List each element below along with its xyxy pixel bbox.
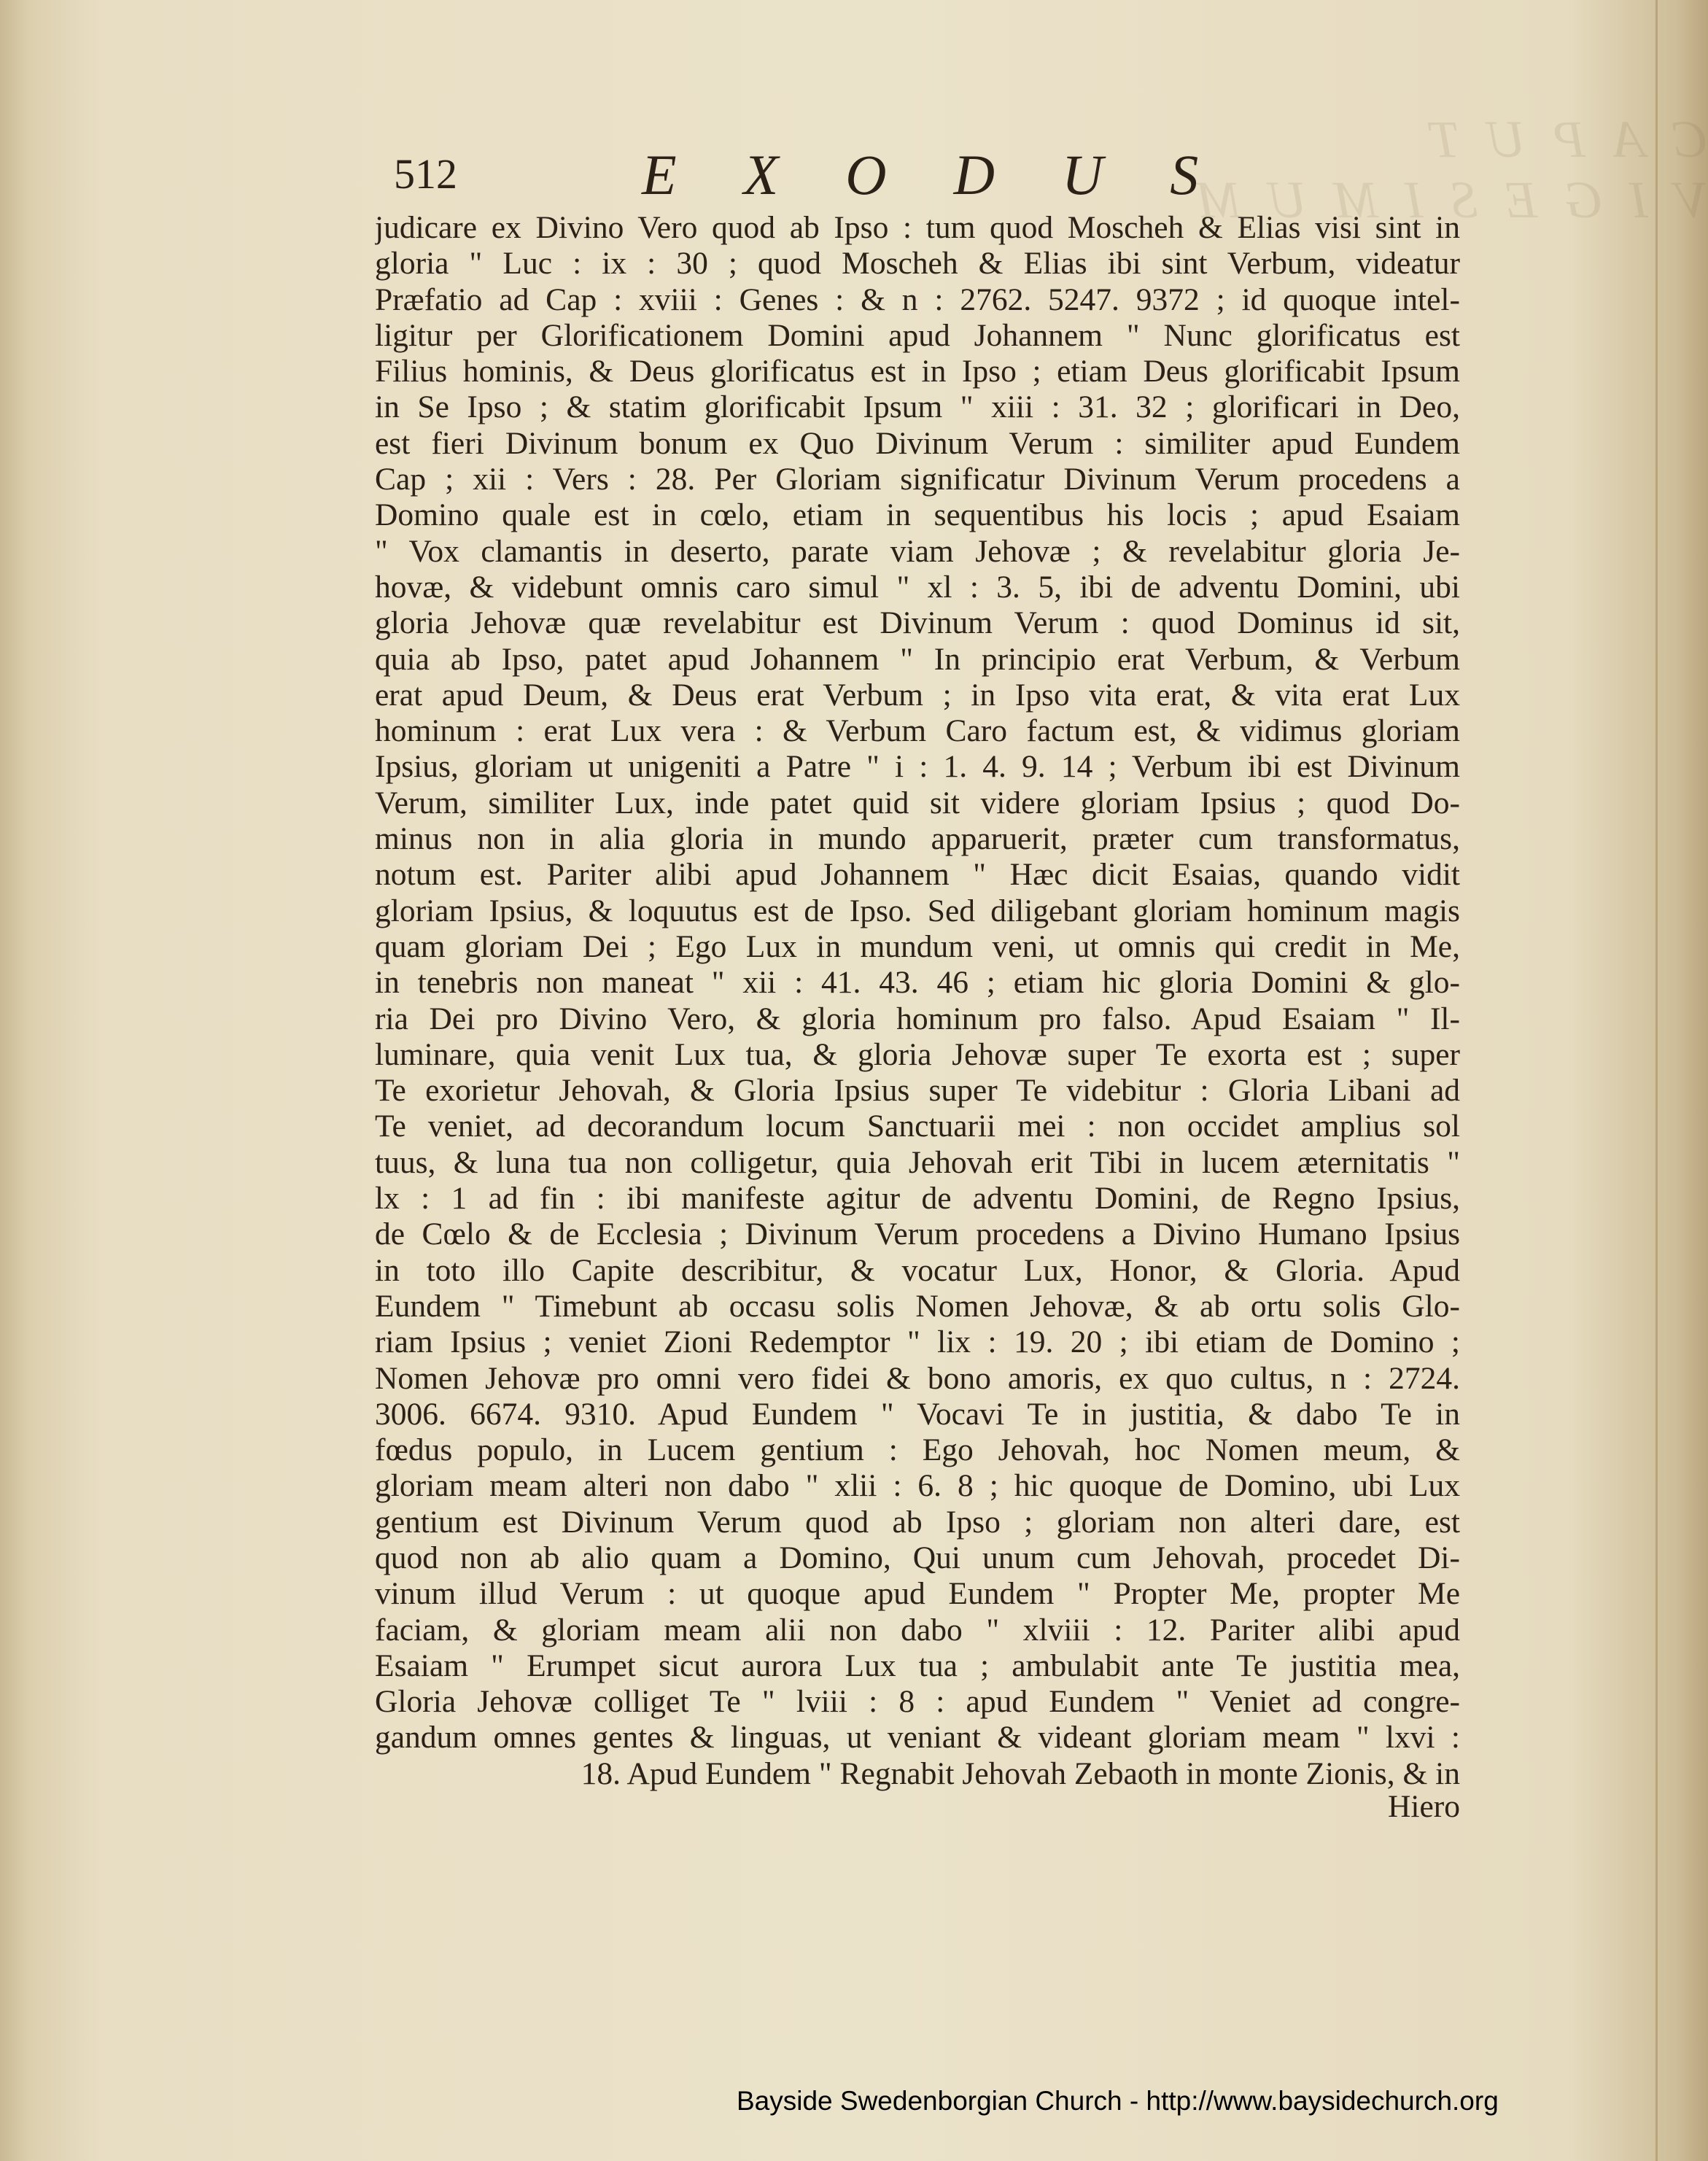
text-line: faciam, & gloriam meam alii non dabo " xlviii : 12. Pariter alibi apud — [375, 1612, 1460, 1648]
text-line: Gloria Jehovæ colliget Te " lviii : 8 : apud Eundem " Veniet ad congre- — [375, 1684, 1460, 1720]
book-title: EXODUS — [642, 143, 1266, 206]
page-edge — [1655, 0, 1658, 2161]
text-line: vinum illud Verum : ut quoque apud Eundem " Propter Me, propter Me — [375, 1576, 1460, 1612]
text-line: in toto illo Capite describitur, & vocatur Lux, Honor, & Gloria. Apud — [375, 1252, 1460, 1288]
text-line: notum est. Pariter alibi apud Johannem " Hæc dicit Esaias, quando vidit — [375, 857, 1460, 893]
text-line: Verum, similiter Lux, inde patet quid sit videre gloriam Ipsius ; quod Do- — [375, 785, 1460, 820]
text-line: Ipsius, gloriam ut unigeniti a Patre " i : 1. 4. 9. 14 ; Verbum ibi est Divinum — [375, 749, 1460, 785]
text-line: gandum omnes gentes & linguas, ut veniant & videant gloriam meam " lxvi : — [375, 1720, 1460, 1755]
text-line: luminare, quia venit Lux tua, & gloria Jehovæ super Te exorta est ; super — [375, 1036, 1460, 1072]
page-number: 512 — [394, 150, 457, 198]
text-line: tuus, & luna tua non colligetur, quia Jehovah erit Tibi in lucem æternitatis " — [375, 1144, 1460, 1180]
text-line: hovæ, & videbunt omnis caro simul " xl : 3. 5, ibi de adventu Domini, ubi — [375, 569, 1460, 605]
text-line: judicare ex Divino Vero quod ab Ipso : tum quod Moscheh & Elias visi sint in — [375, 210, 1460, 245]
text-line: Domino quale est in cœlo, etiam in sequentibus his locis ; apud Esaiam — [375, 497, 1460, 533]
text-line: Cap ; xii : Vers : 28. Per Gloriam significatur Divinum Verum procedens a — [375, 462, 1460, 497]
text-line: lx : 1 ad fin : ibi manifeste agitur de adventu Domini, de Regno Ipsius, — [375, 1181, 1460, 1217]
text-line: de Cœlo & de Ecclesia ; Divinum Verum procedens a Divino Humano Ipsius — [375, 1217, 1460, 1252]
text-line: " Vox clamantis in deserto, parate viam Jehovæ ; & revelabitur gloria Je- — [375, 533, 1460, 569]
running-head — [394, 142, 1459, 212]
text-line: Eundem " Timebunt ab occasu solis Nomen Jehovæ, & ab ortu solis Glo- — [375, 1288, 1460, 1324]
text-line: Esaiam " Erumpet sicut aurora Lux tua ; ambulabit ante Te justitia mea, — [375, 1648, 1460, 1683]
text-line: in tenebris non maneat " xii : 41. 43. 46 ; etiam hic gloria Domini & glo- — [375, 965, 1460, 1001]
text-line: riam Ipsius ; veniet Zioni Redemptor " lix : 19. 20 ; ibi etiam de Domino ; — [375, 1324, 1460, 1360]
text-line: Te veniet, ad decorandum locum Sanctuarii mei : non occidet amplius sol — [375, 1109, 1460, 1144]
text-line: Nomen Jehovæ pro omni vero fidei & bono amoris, ex quo cultus, n : 2724. — [375, 1360, 1460, 1396]
text-line: 18. Apud Eundem " Regnabit Jehovah Zebaoth in monte Zionis, & in — [581, 1755, 1460, 1791]
text-line: ligitur per Glorificationem Domini apud Johannem " Nunc glorificatus est — [375, 317, 1460, 353]
catchword: Hiero — [1387, 1789, 1460, 1824]
text-line: Præfatio ad Cap : xviii : Genes : & n : 2762. 5247. 9372 ; id quoque intel- — [375, 282, 1460, 317]
text-line: minus non in alia gloria in mundo apparuerit, præter cum transformatus, — [375, 821, 1460, 857]
text-line: est fieri Divinum bonum ex Quo Divinum Verum : similiter apud Eundem — [375, 425, 1460, 461]
text-line: quod non ab alio quam a Domino, Qui unum cum Jehovah, procedet Di- — [375, 1540, 1460, 1575]
text-line: in Se Ipso ; & statim glorificabit Ipsum " xiii : 31. 32 ; glorificari in Deo, — [375, 389, 1460, 425]
text-line: fœdus populo, in Lucem gentium : Ego Jehovah, hoc Nomen meum, & — [375, 1432, 1460, 1468]
text-line: Filius hominis, & Deus glorificatus est in Ipso ; etiam Deus glorificabit Ipsum — [375, 354, 1460, 389]
text-line: quam gloriam Dei ; Ego Lux in mundum veni, ut omnis qui credit in Me, — [375, 928, 1460, 964]
text-line: erat apud Deum, & Deus erat Verbum ; in Ipso vita erat, & vita erat Lux — [375, 677, 1460, 713]
text-line: gloriam Ipsius, & loquutus est de Ipso. Sed diligebant gloriam hominum magis — [375, 893, 1460, 928]
text-line: gloria " Luc : ix : 30 ; quod Moscheh & Elias ibi sint Verbum, videatur — [375, 246, 1460, 282]
text-line: 3006. 6674. 9310. Apud Eundem " Vocavi Te in justitia, & dabo Te in — [375, 1396, 1460, 1432]
text-line: hominum : erat Lux vera : & Verbum Caro factum est, & vidimus gloriam — [375, 713, 1460, 749]
text-line: gentium est Divinum Verum quod ab Ipso ; gloriam non alteri dare, est — [375, 1504, 1460, 1540]
body-text — [375, 210, 1460, 1792]
text-line: gloria Jehovæ quæ revelabitur est Divinum Verum : quod Dominus id sit, — [375, 605, 1460, 641]
text-line: quia ab Ipso, patet apud Johannem " In principio erat Verbum, & Verbum — [375, 641, 1460, 677]
text-line: ria Dei pro Divino Vero, & gloria hominum pro falso. Apud Esaiam " Il- — [375, 1001, 1460, 1036]
text-line: gloriam meam alteri non dabo " xlii : 6. 8 ; hic quoque de Domino, ubi Lux — [375, 1468, 1460, 1504]
footer-credit: Bayside Swedenborgian Church - http://www.baysidechurch.org — [737, 2086, 1499, 2116]
show-through-heading: CAPUT VIGESIMUM — [1170, 110, 1708, 229]
text-line: Te exorietur Jehovah, & Gloria Ipsius super Te videbitur : Gloria Libani ad — [375, 1073, 1460, 1109]
